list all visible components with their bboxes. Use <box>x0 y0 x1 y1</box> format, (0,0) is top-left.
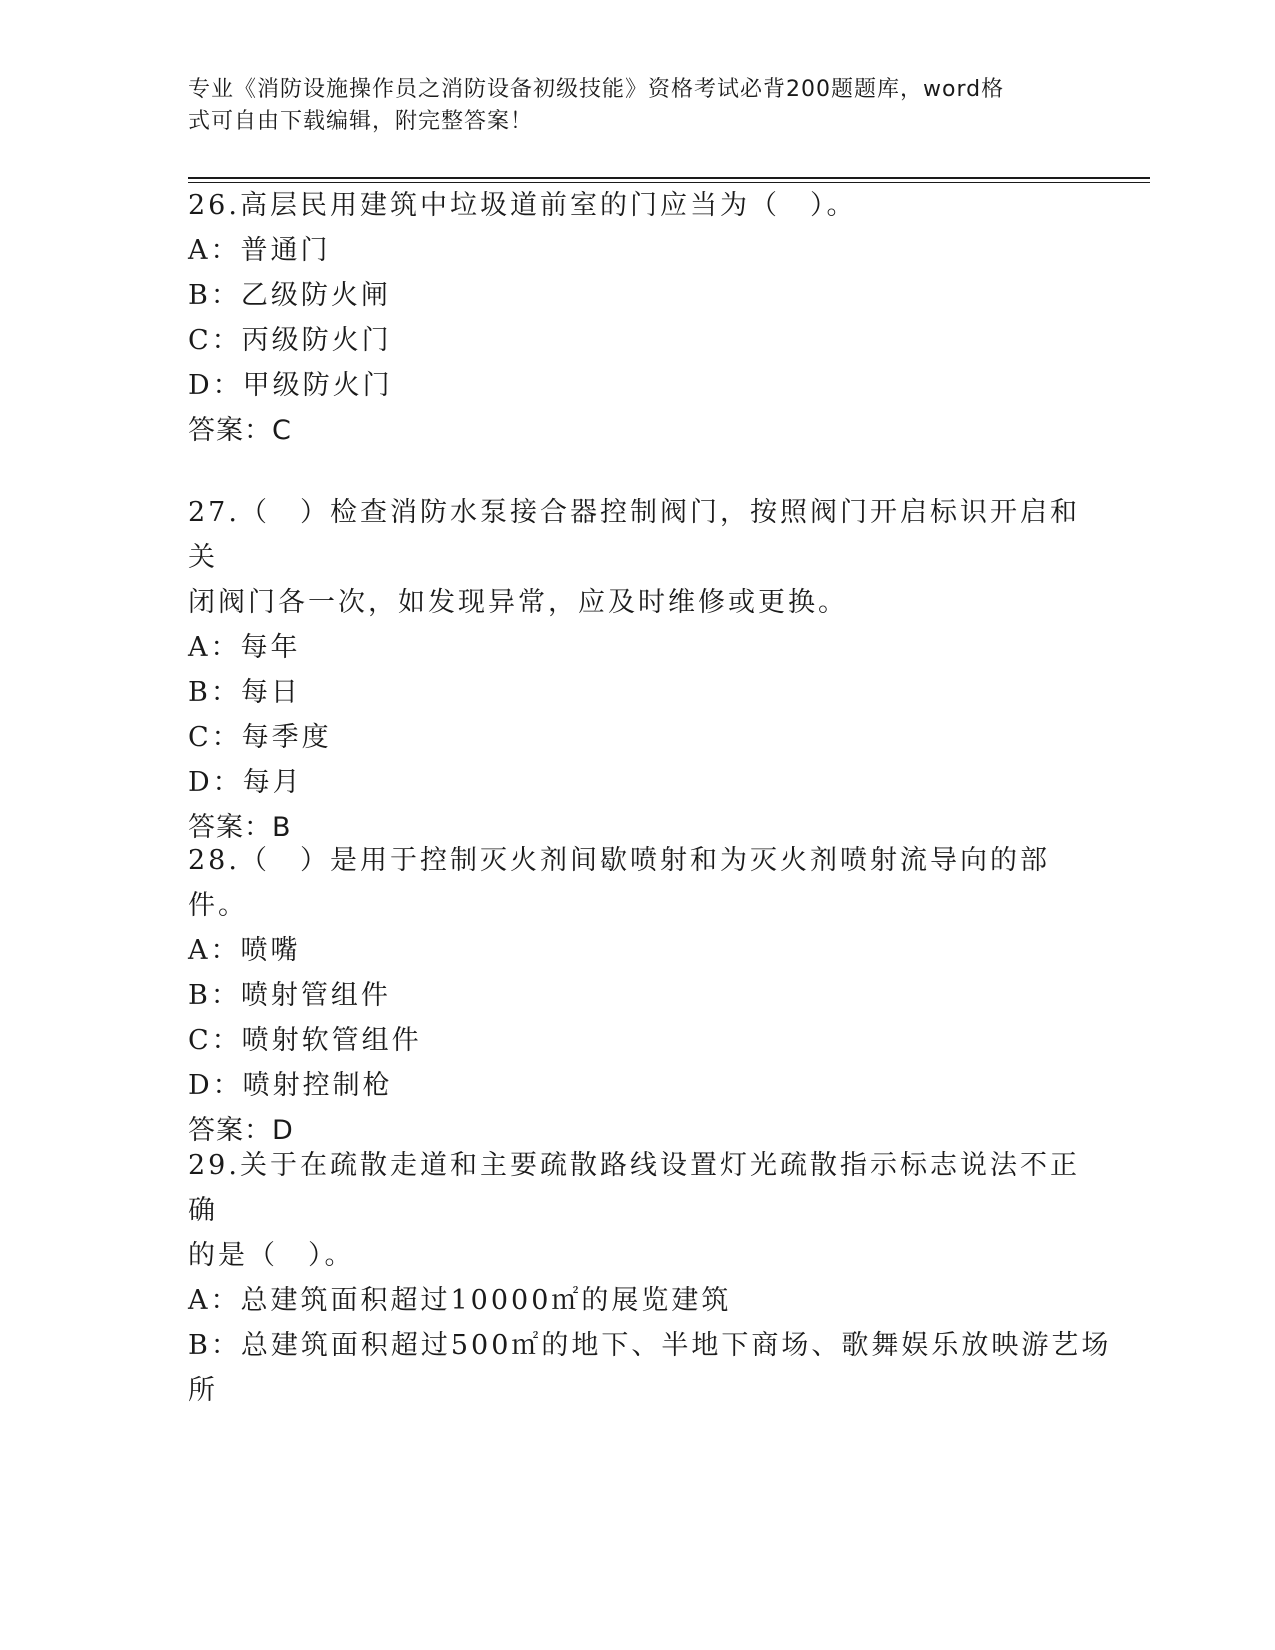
question-stem-line-2: 的是（ ）。 <box>188 1240 355 1271</box>
question-stem-line-1: 29.关于在疏散走道和主要疏散路线设置灯光疏散指示标志说法不正确 <box>188 1150 1080 1226</box>
option-d: D：喷射控制枪 <box>188 1070 393 1101</box>
option-c: C：喷射软管组件 <box>188 1025 422 1056</box>
question-28 <box>188 838 1088 1153</box>
header-line-2: 式可自由下载编辑，附完整答案！ <box>188 109 534 134</box>
question-26 <box>188 183 1088 453</box>
question-29 <box>188 1143 1112 1413</box>
option-a: A：喷嘴 <box>188 935 301 966</box>
option-b: B：喷射管组件 <box>188 980 391 1011</box>
answer: 答案：D <box>188 1115 294 1146</box>
option-a: A：普通门 <box>188 235 331 266</box>
option-b: B：总建筑面积超过500㎡的地下、半地下商场、歌舞娱乐放映游艺场 <box>188 1330 1112 1361</box>
question-stem-line-1: 27.（ ）检查消防水泵接合器控制阀门，按照阀门开启标识开启和关 <box>188 497 1080 573</box>
header-divider-thick <box>188 177 1150 179</box>
header-line-1: 专业《消防设施操作员之消防设备初级技能》资格考试必背200题题库，word格 <box>188 77 1005 102</box>
answer: 答案：C <box>188 415 292 446</box>
option-b: B：乙级防火闸 <box>188 280 391 311</box>
option-b-continued: 所 <box>188 1375 218 1406</box>
option-b: B：每日 <box>188 677 301 708</box>
option-a: A：总建筑面积超过10000㎡的展览建筑 <box>188 1285 732 1316</box>
option-c: C：丙级防火门 <box>188 325 392 356</box>
document-header <box>188 74 1068 138</box>
option-a: A：每年 <box>188 632 301 663</box>
question-stem-line-2: 闭阀门各一次，如发现异常，应及时维修或更换。 <box>188 587 848 618</box>
question-stem: 26.高层民用建筑中垃圾道前室的门应当为（ ）。 <box>188 190 857 221</box>
answer: 答案：B <box>188 812 292 843</box>
option-c: C：每季度 <box>188 722 332 753</box>
question-27 <box>188 490 1088 850</box>
option-d: D：甲级防火门 <box>188 370 393 401</box>
option-d: D：每月 <box>188 767 303 798</box>
question-stem: 28.（ ）是用于控制灭火剂间歇喷射和为灭火剂喷射流导向的部件。 <box>188 845 1050 921</box>
